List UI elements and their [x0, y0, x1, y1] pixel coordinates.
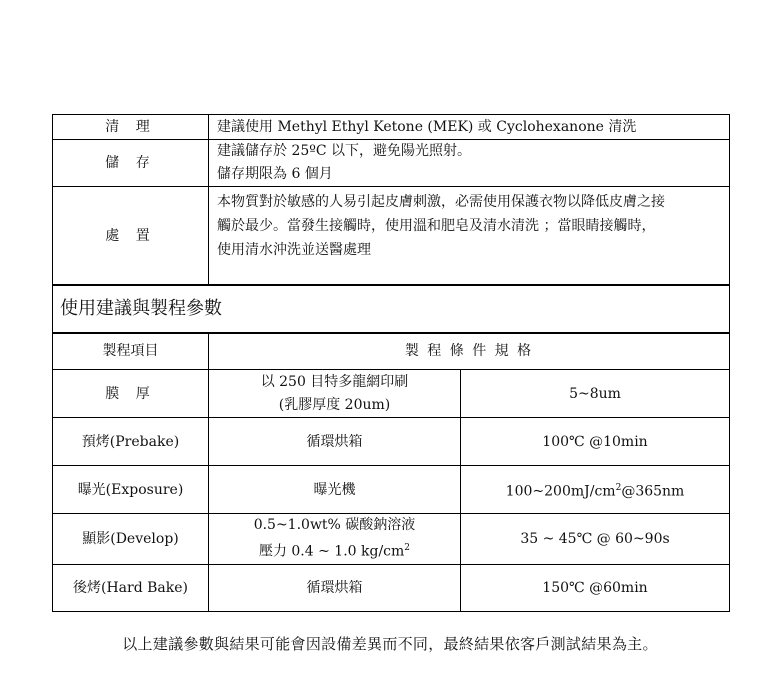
row-condition — [209, 370, 461, 418]
row-condition: 循環烘箱 — [209, 564, 461, 611]
table-row — [53, 466, 730, 514]
handling-label: 處 置 — [53, 187, 209, 286]
handling-text — [209, 187, 730, 286]
value-superscript: 2 — [615, 482, 622, 493]
row-value: 5~8um — [461, 370, 730, 418]
condition-superscript: 2 — [404, 543, 411, 553]
row-condition: 循環烘箱 — [209, 418, 461, 466]
cleaning-row — [53, 115, 730, 140]
table-row — [53, 564, 730, 611]
handling-line-3: 使用清水沖洗並送醫處理 — [217, 242, 371, 258]
storage-text — [209, 140, 730, 187]
cleaning-label: 清 理 — [53, 115, 209, 140]
row-value — [461, 466, 730, 514]
storage-label: 儲 存 — [53, 140, 209, 187]
condition-text: 壓力 0.4 ~ 1.0 kg/cm — [258, 543, 405, 560]
footer-note: 以上建議參數與結果可能會因設備差異而不同，最終結果依客戶測試結果為主。 — [122, 635, 658, 653]
row-name: 後烤(Hard Bake) — [53, 564, 209, 611]
section-title-table — [52, 284, 730, 334]
value-text: 100~200mJ/cm — [505, 483, 616, 500]
section-title: 使用建議與製程參數 — [53, 285, 730, 334]
row-name: 預烤(Prebake) — [53, 418, 209, 466]
process-header-row — [53, 333, 730, 370]
condition-line-1: 以 250 目特多龍網印刷 — [260, 373, 409, 390]
row-value: 150℃ @60min — [461, 564, 730, 611]
table-row — [53, 418, 730, 466]
storage-handling-table — [52, 114, 730, 286]
row-condition: 曝光機 — [209, 466, 461, 514]
row-name: 膜 厚 — [53, 370, 209, 418]
value-text-suffix: @365nm — [621, 483, 685, 500]
table-row — [53, 514, 730, 565]
handling-line-2: 觸於最少。當發生接觸時，使用溫和肥皂及清水清洗 ；當眼睛接觸時， — [217, 218, 656, 234]
condition-line-2: (乳膠厚度 20um) — [278, 396, 391, 413]
storage-line-2: 儲存期限為 6 個月 — [217, 166, 333, 182]
handling-row — [53, 187, 730, 286]
process-table — [52, 332, 730, 612]
header-process-item: 製程項目 — [53, 333, 209, 370]
storage-line-1: 建議儲存於 25ºC 以下，避免陽光照射。 — [217, 143, 472, 159]
handling-line-1: 本物質對於敏感的人易引起皮膚刺激，必需使用保護衣物以降低皮膚之接 — [217, 194, 665, 210]
header-process-spec: 製 程 條 件 規 格 — [209, 333, 730, 370]
table-row — [53, 370, 730, 418]
condition-line-1: 0.5~1.0wt% 碳酸鈉溶液 — [253, 517, 416, 533]
storage-row — [53, 140, 730, 187]
cleaning-text: 建議使用 Methyl Ethyl Ketone (MEK) 或 Cyclohexanone 清洗 — [209, 115, 730, 140]
condition-line-2 — [209, 537, 460, 564]
row-condition — [209, 514, 461, 565]
row-name: 曝光(Exposure) — [53, 466, 209, 514]
row-name: 顯影(Develop) — [53, 514, 209, 565]
row-value: 35 ~ 45℃ @ 60~90s — [461, 514, 730, 565]
row-value: 100℃ @10min — [461, 418, 730, 466]
